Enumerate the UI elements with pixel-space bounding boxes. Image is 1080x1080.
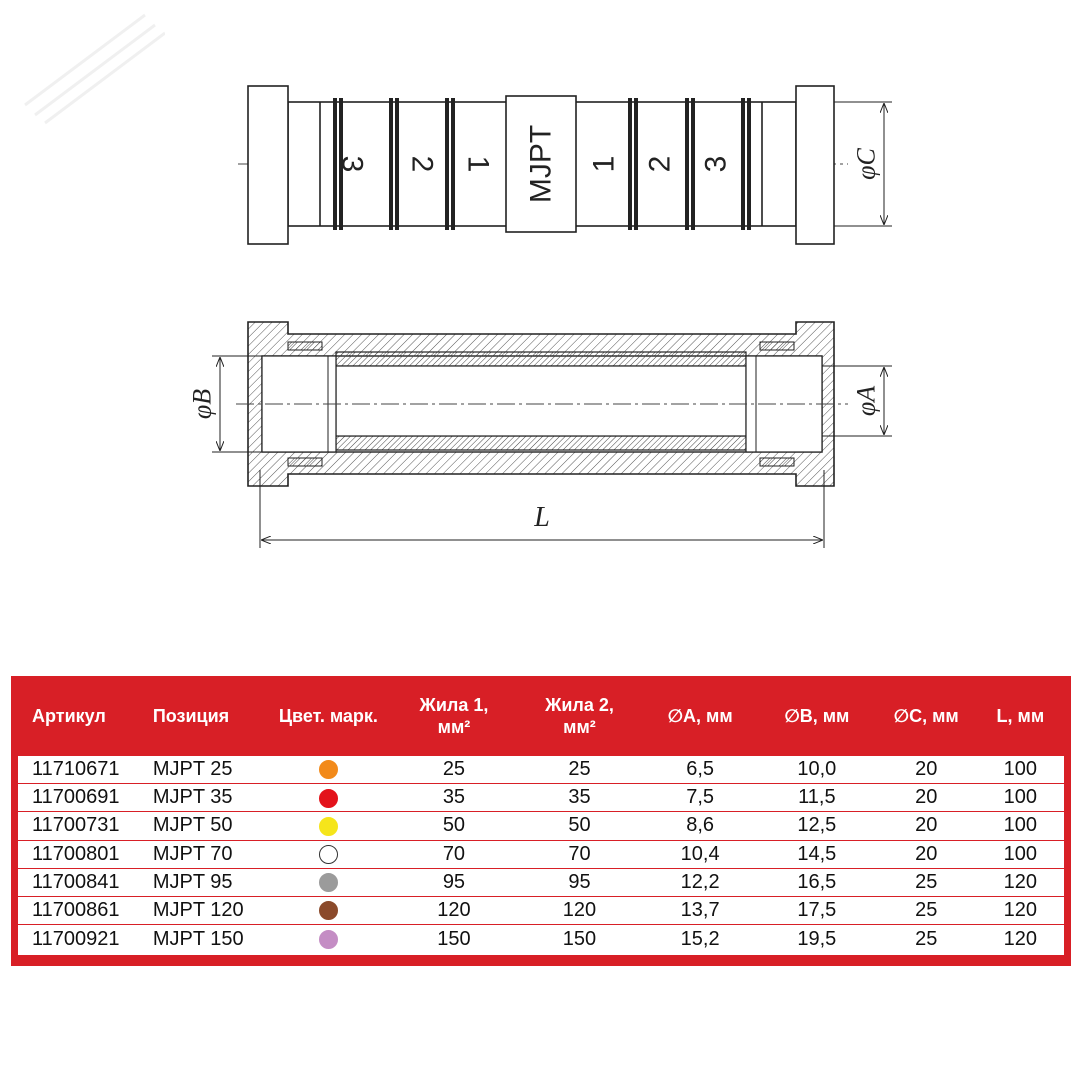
cell-core2: 95	[568, 870, 591, 893]
cell-core1: 120	[437, 899, 471, 922]
cell-dia-c: 20	[915, 814, 938, 837]
cell-dia-a: 12,2	[680, 870, 720, 893]
dimension-l-label: L	[534, 502, 550, 533]
table-header	[18, 676, 1064, 756]
cell-article: 11700691	[32, 786, 120, 809]
cell-length: 120	[1003, 899, 1038, 922]
cell-core2: 120	[562, 899, 597, 922]
table-row	[18, 897, 1064, 925]
color-mark-dot	[319, 873, 338, 892]
cell-dia-c: 20	[915, 758, 938, 781]
header-position: Позиция	[152, 705, 230, 726]
cell-dia-c: 25	[915, 870, 938, 893]
cell-core2: 70	[568, 842, 591, 865]
cell-article: 11700731	[32, 814, 120, 837]
header-dia-a: ∅A, мм	[667, 705, 733, 726]
cell-dia-a: 8,6	[686, 814, 715, 837]
cell-color-mark	[266, 758, 392, 781]
table-row	[18, 869, 1064, 897]
cell-color-mark	[266, 899, 392, 922]
dimension-b-label: φB	[187, 388, 217, 420]
cell-core1: 50	[442, 814, 466, 837]
cell-dia-b: 19,5	[797, 927, 837, 950]
cell-dia-a: 10,4	[680, 842, 720, 865]
color-mark-dot	[319, 760, 338, 779]
cell-core1: 95	[442, 870, 466, 893]
cell-dia-b: 11,5	[798, 786, 836, 809]
cell-length: 120	[1003, 870, 1038, 893]
cell-core1: 35	[442, 786, 466, 809]
watermark-logo	[15, 5, 165, 135]
table-row	[18, 841, 1064, 869]
ring-label-left-2: 2	[405, 155, 439, 173]
header-color-mark: Цвет. марк.	[278, 705, 378, 726]
header-length: L, мм	[996, 705, 1045, 726]
table-row	[18, 756, 1064, 784]
cell-core2: 25	[568, 758, 591, 781]
cell-dia-a: 15,2	[680, 927, 720, 950]
cell-dia-c: 20	[915, 786, 938, 809]
cell-dia-c: 20	[915, 842, 938, 865]
cell-color-mark	[266, 843, 392, 866]
header-article: Артикул	[32, 705, 106, 726]
cell-core1: 25	[442, 758, 466, 781]
color-mark-dot	[319, 817, 338, 836]
cell-dia-b: 10,0	[797, 758, 837, 781]
color-mark-dot	[319, 845, 338, 864]
cell-color-mark	[266, 786, 392, 809]
header-core1-line2: мм²	[437, 717, 471, 737]
cell-position: MJPT 120	[152, 899, 244, 922]
cell-length: 100	[1003, 786, 1038, 809]
cell-core1: 70	[442, 842, 466, 865]
spec-table	[11, 676, 1071, 966]
dimension-c-label: φC	[851, 148, 881, 180]
cell-color-mark	[266, 814, 392, 837]
cell-position: MJPT 35	[152, 786, 233, 809]
ring-label-left-3: 3	[335, 155, 369, 173]
table-row	[18, 925, 1064, 953]
cell-dia-c: 25	[915, 899, 938, 922]
cell-dia-b: 14,5	[797, 842, 837, 865]
cell-position: MJPT 50	[152, 814, 233, 837]
cell-dia-a: 7,5	[686, 786, 715, 809]
table-row	[18, 812, 1064, 840]
section-view	[236, 322, 848, 486]
cell-position: MJPT 25	[152, 758, 233, 781]
header-core2-line2: мм²	[563, 717, 596, 737]
cell-dia-b: 12,5	[797, 814, 837, 837]
cell-article: 11700921	[32, 927, 120, 950]
header-core1-line1: Жила 1,	[419, 694, 489, 715]
cell-color-mark	[266, 928, 392, 951]
cell-length: 120	[1003, 927, 1038, 950]
mjpt-label: MJPT	[524, 124, 558, 204]
cell-article: 11700841	[32, 870, 120, 893]
cell-dia-b: 17,5	[797, 899, 837, 922]
dimension-a-label: φA	[851, 385, 881, 417]
cell-position: MJPT 70	[152, 842, 233, 865]
header-core1	[391, 694, 517, 739]
ring-label-left-1: 1	[461, 155, 495, 173]
cell-article: 11700801	[32, 842, 120, 865]
cell-dia-c: 25	[915, 927, 938, 950]
cell-length: 100	[1003, 758, 1038, 781]
cell-position: MJPT 150	[152, 927, 244, 950]
color-mark-dot	[319, 901, 338, 920]
ring-label-right-1: 1	[587, 155, 621, 173]
header-dia-c: ∅C, мм	[893, 705, 959, 726]
cell-core2: 150	[562, 927, 597, 950]
color-mark-dot	[319, 930, 338, 949]
table-body	[18, 756, 1064, 955]
color-mark-dot	[319, 789, 338, 808]
cell-position: MJPT 95	[152, 870, 233, 893]
ring-label-right-2: 2	[643, 155, 677, 173]
cell-dia-a: 13,7	[680, 899, 720, 922]
cell-dia-a: 6,5	[686, 758, 715, 781]
header-dia-b: ∅B, мм	[784, 705, 850, 726]
cell-length: 100	[1003, 842, 1038, 865]
table-row	[18, 784, 1064, 812]
cell-color-mark	[266, 871, 392, 894]
cell-length: 100	[1003, 814, 1038, 837]
ring-label-right-3: 3	[699, 155, 733, 173]
header-core2-line1: Жила 2,	[545, 694, 614, 715]
cell-core2: 50	[568, 814, 591, 837]
cell-dia-b: 16,5	[797, 870, 837, 893]
cell-article: 11700861	[32, 899, 120, 922]
cell-core2: 35	[568, 786, 591, 809]
cell-article: 11710671	[32, 758, 120, 781]
cell-core1: 150	[437, 927, 471, 950]
header-core2	[517, 694, 643, 739]
